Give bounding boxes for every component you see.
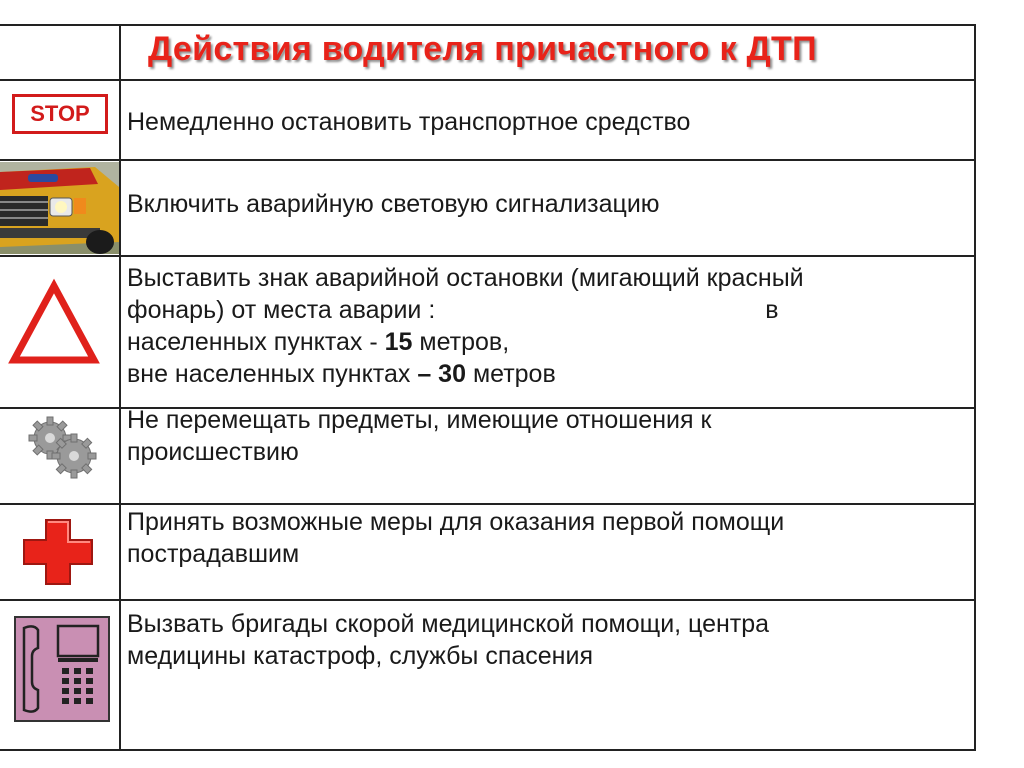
row-3-text: [127, 262, 967, 390]
row-3-line-3c: метров,: [412, 328, 510, 356]
distance-urban: 15: [384, 328, 413, 356]
row-divider: [0, 159, 976, 161]
red-cross-icon: [22, 518, 94, 586]
row-1-text: Немедленно остановить транспортное средство: [127, 108, 691, 136]
row-4-text: [127, 404, 967, 468]
stop-label: STOP: [30, 101, 90, 126]
page-title: Действия водителя причастного к ДТП: [148, 30, 817, 68]
column-divider: [119, 24, 121, 751]
warning-triangle-icon: [8, 278, 100, 368]
row-divider: [0, 503, 976, 505]
row-4-line-1: Не перемещать предметы, имеющие отношения к: [127, 406, 712, 434]
row-5-text: [127, 506, 967, 570]
row-3-line-1: Выставить знак аварийной остановки (мигающий красный: [127, 264, 804, 292]
row-divider: [0, 599, 976, 601]
row-5-line-2: пострадавшим: [127, 540, 300, 568]
row-6-line-1: Вызвать бригады скорой медицинской помощи, центра: [127, 610, 770, 638]
row-3-line-4c: метров: [466, 360, 556, 388]
stop-sign-icon: [12, 94, 108, 134]
row-5-line-1: Принять возможные меры для оказания первой помощи: [127, 508, 785, 536]
row-3-line-2a: фонарь) от места аварии :: [127, 296, 436, 324]
row-divider: [0, 79, 976, 81]
distance-rural: – 30: [417, 360, 466, 388]
row-3-line-2b: в: [765, 296, 779, 324]
row-3-line-4a: вне населенных пунктах: [127, 360, 418, 388]
row-4-line-2: происшествию: [127, 438, 299, 466]
row-divider: [0, 255, 976, 257]
row-2-text: Включить аварийную световую сигнализацию: [127, 190, 660, 218]
row-3-line-3a: населенных пунктах -: [127, 328, 385, 356]
row-6-line-2: медицины катастроф, службы спасения: [127, 642, 593, 670]
row-3-line-4: [127, 358, 967, 390]
row-6-text: [127, 608, 967, 672]
row-3-line-2: [127, 294, 967, 326]
row-3-line-3: [127, 326, 967, 358]
gears-icon: [26, 410, 98, 482]
hazard-lights-car-icon: [0, 162, 119, 254]
phone-icon: [14, 616, 110, 722]
